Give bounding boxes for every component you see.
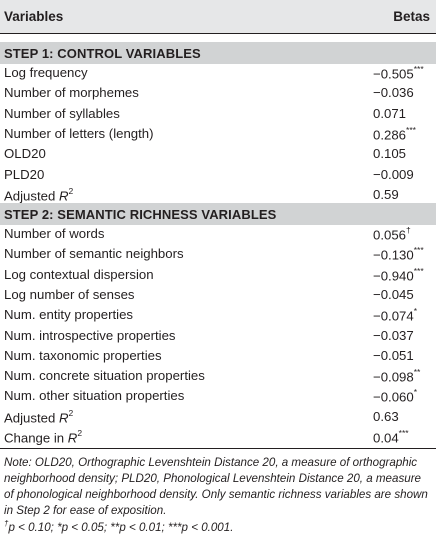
table-row	[0, 304, 436, 324]
row-label: Num. taxonomic properties	[4, 347, 162, 363]
significance-mark: *	[413, 387, 418, 398]
row-beta: −0.940***	[373, 265, 424, 283]
row-beta: −0.037	[373, 327, 414, 343]
header-rule	[0, 33, 436, 34]
table-row	[0, 184, 436, 204]
table-row	[0, 164, 436, 184]
row-beta: −0.060*	[373, 387, 418, 405]
row-label: Log frequency	[4, 65, 88, 80]
row-label: Num. entity properties	[4, 307, 133, 323]
row-beta: −0.130***	[373, 245, 424, 263]
row-label: Adjusted $R^2$	[4, 407, 74, 426]
table-row	[0, 103, 436, 123]
table-row	[0, 385, 436, 405]
row-beta: 0.071	[373, 105, 407, 121]
table-row	[0, 345, 436, 365]
table-note: Note: OLD20, Orthographic Levenshtein Distance 20, a measure of orthographic neighborhood density; PLD20, Phonological Levenshtein Distance 20, a measure of phonological neighborhood density. Only semantic richness variables are shown in Step 2 for ease of exposition.	[4, 456, 428, 517]
table-row	[0, 82, 436, 102]
table-row	[0, 406, 436, 426]
significance-mark: †	[406, 225, 411, 235]
table-row	[0, 223, 436, 243]
significance-footnote: †p < 0.10; *p < 0.05; **p < 0.01; ***p < 0.001.	[4, 519, 234, 534]
row-label: Num. introspective properties	[4, 327, 176, 343]
significance-mark: ***	[413, 265, 424, 276]
row-label: Change in $R^2$	[4, 428, 83, 446]
row-label: OLD20	[4, 146, 46, 162]
row-beta: −0.009	[373, 166, 414, 182]
significance-mark: **	[413, 367, 421, 378]
row-label: Number of morphemes	[4, 85, 139, 101]
row-label: Num. other situation properties	[4, 388, 185, 404]
table-row	[0, 143, 436, 163]
row-label: Log number of senses	[4, 286, 135, 302]
table-row	[0, 264, 436, 284]
row-beta: 0.105	[373, 146, 407, 162]
table-row	[0, 123, 436, 143]
row-beta: −0.098**	[373, 367, 421, 385]
row-label: Num. concrete situation properties	[4, 368, 205, 384]
row-beta: 0.04***	[373, 428, 409, 446]
table-row	[0, 426, 436, 446]
table-row	[0, 284, 436, 304]
row-beta: 0.286***	[373, 124, 416, 143]
step1-header	[0, 42, 436, 64]
row-label: Log contextual dispersion	[4, 266, 154, 282]
table-row	[0, 243, 436, 263]
table-header	[0, 0, 436, 33]
table-row	[0, 365, 436, 385]
significance-mark: ***	[413, 64, 424, 74]
row-beta: −0.036	[373, 85, 414, 101]
header-betas: Betas	[393, 9, 430, 24]
row-beta: −0.074*	[373, 306, 418, 324]
row-beta: −0.505***	[373, 64, 424, 82]
bottom-rule	[0, 448, 436, 449]
row-beta: 0.63	[373, 408, 399, 424]
step1-title: STEP 1: CONTROL VARIABLES	[4, 46, 201, 61]
row-beta: 0.59	[373, 186, 399, 202]
row-label: Number of semantic neighbors	[4, 246, 184, 262]
significance-mark: ***	[398, 428, 409, 438]
row-label: Number of letters (length)	[4, 125, 154, 141]
significance-mark: ***	[406, 124, 416, 135]
row-label: Number of words	[4, 226, 105, 241]
row-label: Number of syllables	[4, 105, 120, 121]
row-beta: −0.051	[373, 347, 414, 363]
table-row	[0, 325, 436, 345]
table-row	[0, 62, 436, 82]
row-label: PLD20	[4, 166, 45, 182]
row-beta: −0.045	[373, 286, 414, 302]
significance-mark: *	[413, 306, 418, 317]
step2-title: STEP 2: SEMANTIC RICHNESS VARIABLES	[4, 207, 277, 222]
step2-header	[0, 203, 436, 225]
significance-mark: ***	[413, 245, 424, 256]
header-variables: Variables	[4, 9, 64, 24]
row-label: Adjusted $R^2$	[4, 185, 74, 204]
row-beta: 0.056†	[373, 225, 411, 243]
